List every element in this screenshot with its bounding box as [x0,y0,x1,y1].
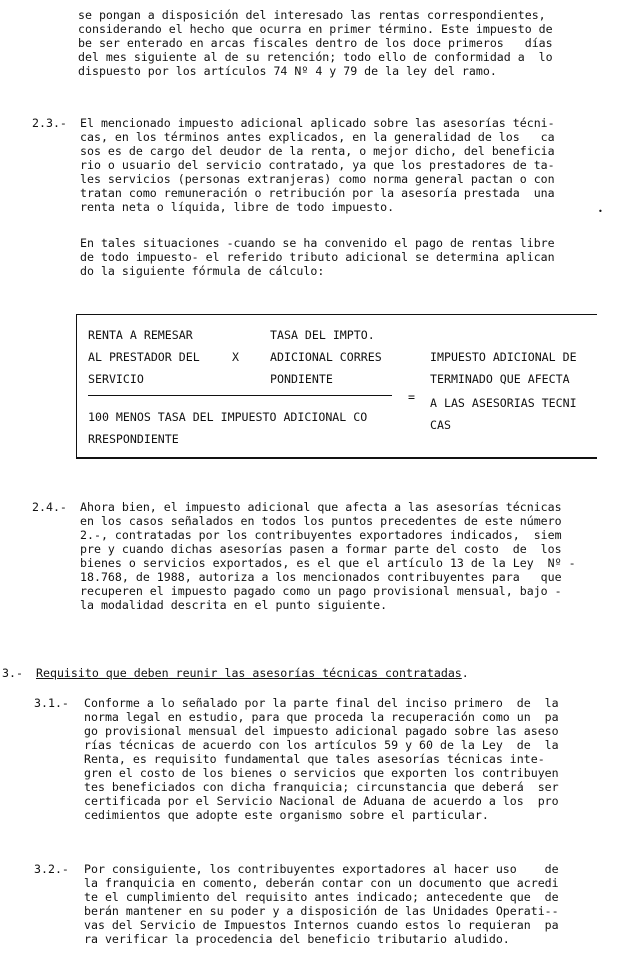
formula-denominator: RRESPONDIENTE [88,432,179,446]
formula-numerator-2: ADICIONAL CORRES [270,350,382,364]
formula-times-sign: X [232,350,239,364]
text-line: la franquicia en comento, deberán contar con un documento que acredi [84,876,559,890]
section-number: 2.3.- [32,116,67,130]
text-line: cedimientos que adopte este organismo sobre el particular. [84,808,489,822]
fraction-bar [88,395,392,396]
text-line: te el cumplimiento del requisito antes indicado; antecedente que de [84,890,559,904]
formula-numerator-2: TASA DEL IMPTO. [270,328,375,342]
text-line: recuperen el impuesto pagado como un pago provisional mensual, bajo - [80,584,562,598]
text-line: berán mantener en su poder y a disposición de las Unidades Operati-- [84,904,559,918]
text-line: la modalidad descrita en el punto siguiente. [80,598,388,612]
heading-underlined: Requisito que deben reunir las asesorías técnicas contratadas [36,666,462,680]
text-line: en los casos señalados en todos los puntos precedentes de este número [80,514,562,528]
formula-numerator-1: RENTA A REMESAR [88,328,193,342]
text-line: Renta, es requisito fundamental que tales asesorías técnicas inte- [84,752,545,766]
text-line: rio o usuario del servicio contratado, ya que los prestadores de ta- [80,158,555,172]
section-number: 3.1.- [34,696,69,710]
text-line: go provisional mensual del impuesto adicional pagado sobre las aseso [84,724,559,738]
text-line: En tales situaciones -cuando se ha convenido el pago de rentas libre [80,236,555,250]
text-line: Ahora bien, el impuesto adicional que afecta a las asesorías técnicas [80,500,562,514]
text-line: renta neta o líquida, libre de todo impuesto. [80,200,395,214]
text-line: be ser enterado en arcas fiscales dentro de los doce primeros días [78,36,553,50]
text-line: 18.768, de 1988, autoriza a los mencionados contribuyentes para que [80,570,562,584]
text-line: dispuesto por los artículos 74 Nº 4 y 79 de la ley del ramo. [78,64,497,78]
text-line: Por consiguiente, los contribuyentes exportadores al hacer uso de [84,862,559,876]
text-line: 2.-, contratadas por los contribuyentes exportadores indicados, siem [80,528,562,542]
text-line: bienes o servicios exportados, es el que el artículo 13 de la Ley Nº - [80,556,576,570]
text-line: El mencionado impuesto adicional aplicado sobre las asesorías técni- [80,116,555,130]
section-number: 3.2.- [34,862,69,876]
formula-result: IMPUESTO ADICIONAL DE [430,350,577,364]
formula-numerator-2: PONDIENTE [270,372,333,386]
formula-result: TERMINADO QUE AFECTA [430,372,570,386]
text-line: Conforme a lo señalado por la parte final del inciso primero de la [84,696,559,710]
formula-numerator-1: SERVICIO [88,372,144,386]
text-line: vas del Servicio de Impuestos Internos cuando estos lo requieran pa [84,918,559,932]
text-line: del mes siguiente al de su retención; todo ello de conformidad a lo [78,50,553,64]
text-line: cas, en los términos antes explicados, en la generalidad de los ca [80,130,555,144]
text-line: sos es de cargo del deudor de la renta, o mejor dicho, del beneficia [80,144,555,158]
text-line: de todo impuesto- el referido tributo adicional se determina aplican [80,250,555,264]
text-line: pre y cuando dichas asesorías pasen a formar parte del costo de los [80,542,562,556]
formula-result: CAS [430,418,451,432]
text-line: considerando el hecho que ocurra en primer término. Este impuesto de [78,22,553,36]
heading-period: . [461,666,469,680]
text-line: rías técnicas de acuerdo con los artículos 59 y 60 de la Ley de la [84,738,559,752]
text-line: norma legal en estudio, para que proceda la recuperación como un pa [84,710,559,724]
stray-dot-mark: • [598,207,603,216]
text-line: gren el costo de los bienes o servicios que exporten los contribuyen [84,766,559,780]
heading-text [36,666,469,680]
text-line: se pongan a disposición del interesado las rentas correspondientes, [78,8,546,22]
text-line: certificada por el Servicio Nacional de Aduana de acuerdo a los pro [84,794,559,808]
text-line: ra verificar la procedencia del beneficio tributario aludido. [84,932,510,946]
formula-numerator-1: AL PRESTADOR DEL [88,350,200,364]
text-line: les servicios (personas extranjeras) como norma general pactan o con [80,172,555,186]
formula-equals-sign: = [408,390,415,404]
text-line: do la siguiente fórmula de cálculo: [80,264,325,278]
text-line: tes beneficiados con dicha franquicia; circunstancia que deberá ser [84,780,559,794]
section-number: 3.- [2,666,23,680]
section-number: 2.4.- [32,500,67,514]
text-line: tratan como remuneración o retribución por la asesoría prestada una [80,186,555,200]
formula-denominator: 100 MENOS TASA DEL IMPUESTO ADICIONAL CO [88,410,368,424]
formula-result: A LAS ASESORIAS TECNI [430,396,577,410]
